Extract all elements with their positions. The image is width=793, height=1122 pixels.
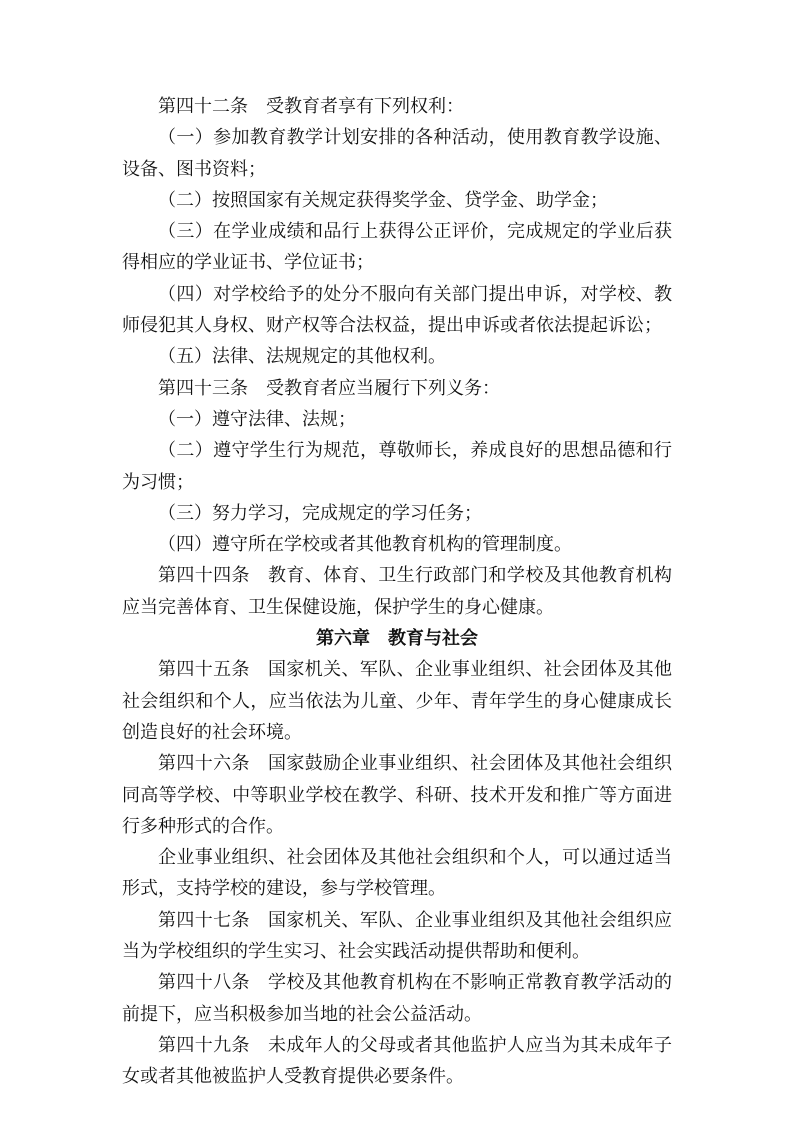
article-number: 第四十八条 — [158, 972, 250, 994]
item-text: （一）遵守法律、法规； — [158, 408, 356, 430]
article-48 — [122, 967, 672, 1030]
article-text: 受教育者应当履行下列义务： — [266, 377, 500, 399]
paragraph-text: 企业事业组织、社会团体及其他社会组织和个人，可以通过适当形式，支持学校的建设，参与学校管理。 — [122, 847, 672, 900]
list-item — [122, 529, 672, 560]
article-number: 第四十九条 — [158, 1034, 250, 1056]
article-number: 第四十四条 — [158, 565, 250, 587]
article-43 — [122, 373, 672, 404]
item-text: （三）努力学习，完成规定的学习任务； — [158, 502, 482, 524]
list-item — [122, 122, 672, 185]
article-text: 学校及其他教育机构在不影响正常教育教学活动的前提下，应当积极参加当地的社会公益活动。 — [122, 972, 673, 1025]
article-paragraph — [122, 842, 672, 905]
article-text: 国家鼓励企业事业组织、社会团体及其他社会组织同高等学校、中等职业学校在教学、科研、技术开发和推广等方面进行多种形式的合作。 — [122, 753, 673, 837]
article-number: 第四十二条 — [158, 96, 248, 117]
article-number: 第四十七条 — [158, 909, 250, 931]
list-item — [122, 216, 672, 279]
article-46 — [122, 748, 672, 842]
list-item — [122, 185, 672, 216]
item-text: （一）参加教育教学计划安排的各种活动，使用教育教学设施、设备、图书资料； — [122, 127, 672, 180]
article-number: 第四十五条 — [158, 659, 250, 681]
article-text: 教育、体育、卫生行政部门和学校及其他教育机构应当完善体育、卫生保健设施，保护学生的身心健康。 — [122, 565, 673, 618]
article-42 — [122, 91, 672, 122]
article-number: 第四十六条 — [158, 753, 250, 775]
article-45 — [122, 654, 672, 748]
article-text: 未成年人的父母或者其他监护人应当为其未成年子女或者其他被监护人受教育提供必要条件。 — [122, 1034, 673, 1088]
item-text: （四）对学校给予的处分不服向有关部门提出申诉，对学校、教师侵犯其人身权、财产权等合法权益，提出申诉或者依法提起诉讼； — [122, 283, 672, 337]
list-item — [122, 435, 672, 498]
chapter-heading — [122, 623, 672, 654]
article-text: 国家机关、军队、企业事业组织及其他社会组织应当为学校组织的学生实习、社会实践活动提供帮助和便利。 — [122, 909, 673, 963]
article-47 — [122, 905, 672, 968]
chapter-number: 第六章 — [316, 628, 370, 650]
article-text: 受教育者享有下列权利： — [266, 96, 464, 117]
article-44 — [122, 560, 672, 623]
list-item — [122, 404, 672, 435]
list-item — [122, 498, 672, 529]
item-text: （五）法律、法规规定的其他权利。 — [158, 346, 446, 368]
list-item — [122, 341, 672, 372]
item-text: （三）在学业成绩和品行上获得公正评价，完成规定的学业后获得相应的学业证书、学位证书； — [122, 221, 672, 274]
list-item — [122, 279, 672, 342]
article-text: 国家机关、军队、企业事业组织、社会团体及其他社会组织和个人，应当依法为儿童、少年、青年学生的身心健康成长创造良好的社会环境。 — [122, 659, 673, 743]
item-text: （四）遵守所在学校或者其他教育机构的管理制度。 — [158, 534, 572, 556]
item-text: （二）按照国家有关规定获得奖学金、贷学金、助学金； — [158, 189, 608, 211]
article-49 — [122, 1030, 672, 1093]
chapter-title: 教育与社会 — [388, 628, 478, 650]
document-body — [122, 91, 672, 1093]
item-text: （二）遵守学生行为规范，尊敬师长，养成良好的思想品德和行为习惯； — [122, 440, 672, 493]
article-number: 第四十三条 — [158, 377, 248, 399]
